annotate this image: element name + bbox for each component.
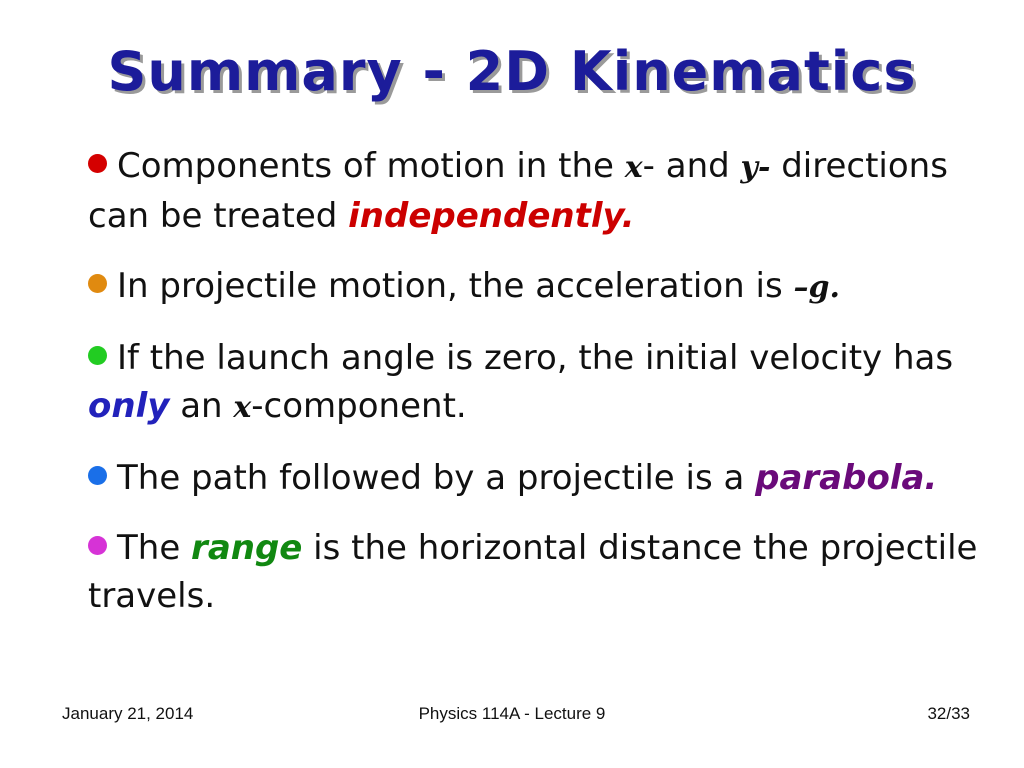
bullet-dot-icon (88, 346, 107, 365)
bullet-text: is the horizontal distance the projectile travels. (88, 528, 978, 616)
variable-minus-g: –g (793, 270, 830, 305)
bullet-text: -component. (251, 386, 467, 426)
bullet-text: an (169, 386, 234, 426)
variable-x: x (624, 150, 643, 185)
bullet-text: directions can be treated (88, 146, 948, 236)
bullet-item-launch-angle (88, 334, 998, 432)
bullet-text: If the launch angle is zero, the initial velocity has (117, 338, 954, 378)
emphasis-parabola: parabola. (755, 458, 938, 498)
bullet-text: - (757, 150, 771, 185)
bullet-dot-icon (88, 154, 107, 173)
bullet-text: In projectile motion, the acceleration is (117, 266, 794, 306)
footer-date: January 21, 2014 (62, 704, 194, 723)
emphasis-only: only (88, 386, 170, 426)
bullet-dot-icon (88, 274, 107, 293)
bullet-item-range (88, 524, 998, 620)
bullet-text: The path followed by a projectile is a (117, 458, 756, 498)
footer-page-number: 32/33 (927, 704, 970, 723)
variable-y: y (740, 150, 758, 185)
bullet-text: Components of motion in the (117, 146, 625, 186)
emphasis-independently: independently. (348, 196, 635, 236)
bullet-dot-icon (88, 536, 107, 555)
slide-title: Summary - 2D Kinematics (107, 40, 917, 103)
bullet-dot-icon (88, 466, 107, 485)
emphasis-range: range (191, 528, 303, 568)
bullet-item-path (88, 454, 998, 502)
bullet-text: - and (642, 146, 741, 186)
bullet-text: . (829, 270, 840, 305)
bullet-item-acceleration (88, 262, 998, 312)
bullet-text: The (117, 528, 192, 568)
footer-course: Physics 114A - Lecture 9 (418, 704, 606, 723)
bullet-list (88, 142, 998, 642)
variable-x: x (233, 390, 252, 425)
bullet-item-components (88, 142, 998, 240)
